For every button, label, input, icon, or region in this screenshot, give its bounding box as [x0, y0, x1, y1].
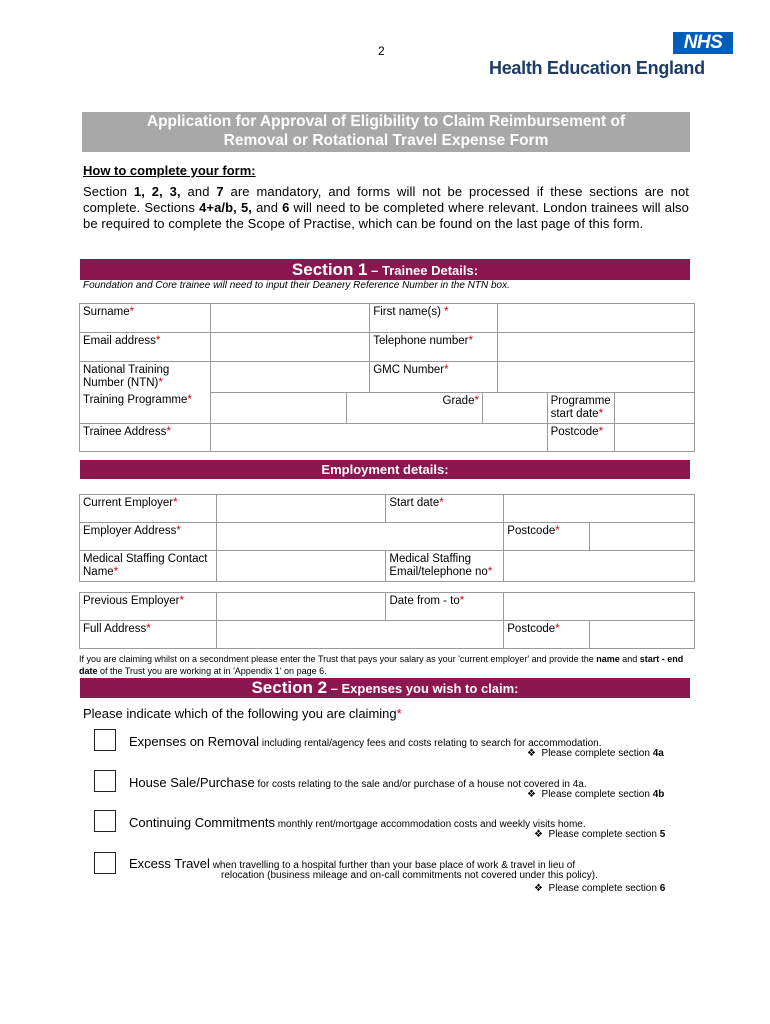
grade-label: Grade* — [346, 392, 482, 423]
gmc-field[interactable] — [497, 362, 694, 393]
org-name: Health Education England — [489, 58, 705, 78]
note-text: If you are claiming whilst on a secondment please enter the Trust that pays your salary as your 'current employer' and provide the — [79, 654, 597, 664]
previous-employer-field[interactable] — [216, 593, 386, 621]
trainee-postcode-label: Postcode* — [547, 423, 614, 451]
full-address-label: Full Address* — [80, 621, 217, 649]
previous-postcode-field[interactable] — [590, 621, 695, 649]
intro-bold: 4+a/b, 5, — [199, 200, 252, 215]
intro-text: are mandatory, and forms will not be processed if these sections are not complete. Sections — [83, 184, 689, 215]
removal-please: ❖ Please complete section 4a — [527, 748, 664, 759]
excess-travel-desc2: relocation (business mileage and on-call commitments not covered under this policy). — [221, 870, 598, 881]
excess-travel-please: ❖ Please complete section 6 — [534, 883, 666, 894]
trainee-postcode-field[interactable] — [614, 423, 694, 451]
removal-checkbox[interactable] — [94, 729, 116, 751]
excess-travel-option-text: Excess Travel when travelling to a hospital further than your base place of work & travel in lieu of — [129, 856, 576, 871]
continuing-commitments-checkbox[interactable] — [94, 810, 116, 832]
diamond-bullet-icon: ❖ — [527, 748, 536, 759]
diamond-bullet-icon: ❖ — [527, 789, 536, 800]
form-title — [82, 112, 690, 152]
note-bold: name — [596, 654, 620, 664]
intro-text: will need to be completed where relevant. London trainees will also be required to complete the Scope of Practise, which can be found on the last page of this form. — [83, 200, 689, 231]
diamond-bullet-icon: ❖ — [534, 829, 543, 840]
med-staff-email-label: Medical Staffing Email/telephone no* — [386, 551, 504, 582]
email-label: Email address* — [80, 333, 211, 362]
form-title-line2: Removal or Rotational Travel Expense Form — [223, 132, 549, 149]
employer-postcode-label: Postcode* — [504, 523, 590, 551]
note-bold: start - end date — [79, 654, 684, 676]
training-programme-label: Training Programme* — [80, 392, 211, 423]
house-sale-please: ❖ Please complete section 4b — [527, 789, 665, 800]
employer-address-label: Employer Address* — [80, 523, 217, 551]
start-date-label: Start date* — [386, 495, 504, 523]
training-programme-field[interactable] — [211, 392, 346, 423]
grade-field[interactable] — [482, 392, 547, 423]
trainee-details-table — [79, 303, 695, 452]
previous-employment-table — [79, 592, 695, 649]
continuing-commitments-please: ❖ Please complete section 5 — [534, 829, 666, 840]
first-names-label: First name(s) * — [370, 304, 498, 333]
note-text: of the Trust you are working at in 'Appendix 1' on page 6. — [97, 666, 327, 676]
page-number: 2 — [378, 44, 385, 58]
section2-header — [80, 678, 690, 698]
claim-prompt: Please indicate which of the following you are claiming* — [83, 706, 402, 721]
ntn-field[interactable] — [211, 362, 370, 393]
section1-title: Section 1 — [291, 260, 368, 279]
gmc-label: GMC Number* — [370, 362, 498, 393]
surname-label: Surname* — [80, 304, 211, 333]
intro-text: and — [180, 184, 217, 199]
med-staff-email-field[interactable] — [504, 551, 695, 582]
first-names-field[interactable] — [497, 304, 694, 333]
telephone-field[interactable] — [497, 333, 694, 362]
med-staff-contact-label: Medical Staffing Contact Name* — [80, 551, 217, 582]
section1-note: Foundation and Core trainee will need to input their Deanery Reference Number in the NTN box. — [83, 280, 510, 291]
excess-travel-checkbox[interactable] — [94, 852, 116, 874]
employer-address-field[interactable] — [216, 523, 504, 551]
intro-text: and — [252, 200, 283, 215]
intro-bold: 6 — [282, 200, 290, 215]
howto-paragraph — [83, 184, 689, 232]
programme-start-label: Programme start date* — [547, 392, 614, 423]
previous-postcode-label: Postcode* — [504, 621, 590, 649]
previous-employer-label: Previous Employer* — [80, 593, 217, 621]
trainee-address-label: Trainee Address* — [80, 423, 211, 451]
diamond-bullet-icon: ❖ — [534, 883, 543, 894]
date-from-to-field[interactable] — [504, 593, 695, 621]
date-from-to-label: Date from - to* — [386, 593, 504, 621]
house-sale-option-text: House Sale/Purchase for costs relating to the sale and/or purchase of a house not covered in 4a. — [129, 775, 587, 790]
ntn-label: National Training Number (NTN)* — [80, 362, 211, 393]
house-sale-checkbox[interactable] — [94, 770, 116, 792]
current-employer-field[interactable] — [216, 495, 386, 523]
start-date-field[interactable] — [504, 495, 695, 523]
howto-heading: How to complete your form: — [83, 163, 256, 178]
section2-title: Section 2 — [251, 678, 328, 697]
form-title-line1: Application for Approval of Eligibility to Claim Reimbursement of — [146, 113, 626, 130]
telephone-label: Telephone number* — [370, 333, 498, 362]
section2-subtitle: – Expenses you wish to claim: — [327, 681, 519, 696]
section1-subtitle: – Trainee Details: — [367, 263, 479, 278]
full-address-field[interactable] — [216, 621, 503, 649]
employment-header: Employment details: — [80, 460, 690, 479]
intro-text: Section — [83, 184, 134, 199]
current-employer-label: Current Employer* — [80, 495, 217, 523]
continuing-commitments-option-text: Continuing Commitments monthly rent/mortgage accommodation costs and weekly visits home. — [129, 815, 586, 830]
trainee-address-field[interactable] — [211, 423, 547, 451]
intro-bold: 1, 2, 3, — [133, 184, 181, 199]
surname-field[interactable] — [211, 304, 370, 333]
email-field[interactable] — [211, 333, 370, 362]
nhs-logo: NHS — [673, 32, 733, 54]
employment-table — [79, 494, 695, 582]
section1-header — [80, 259, 690, 280]
secondment-note — [79, 653, 691, 677]
employer-postcode-field[interactable] — [590, 523, 695, 551]
note-text: and — [619, 654, 640, 664]
removal-option-text: Expenses on Removal including rental/agency fees and costs relating to search for accommodation. — [129, 734, 602, 749]
med-staff-contact-field[interactable] — [216, 551, 386, 582]
intro-bold: 7 — [216, 184, 224, 199]
programme-start-field[interactable] — [614, 392, 694, 423]
